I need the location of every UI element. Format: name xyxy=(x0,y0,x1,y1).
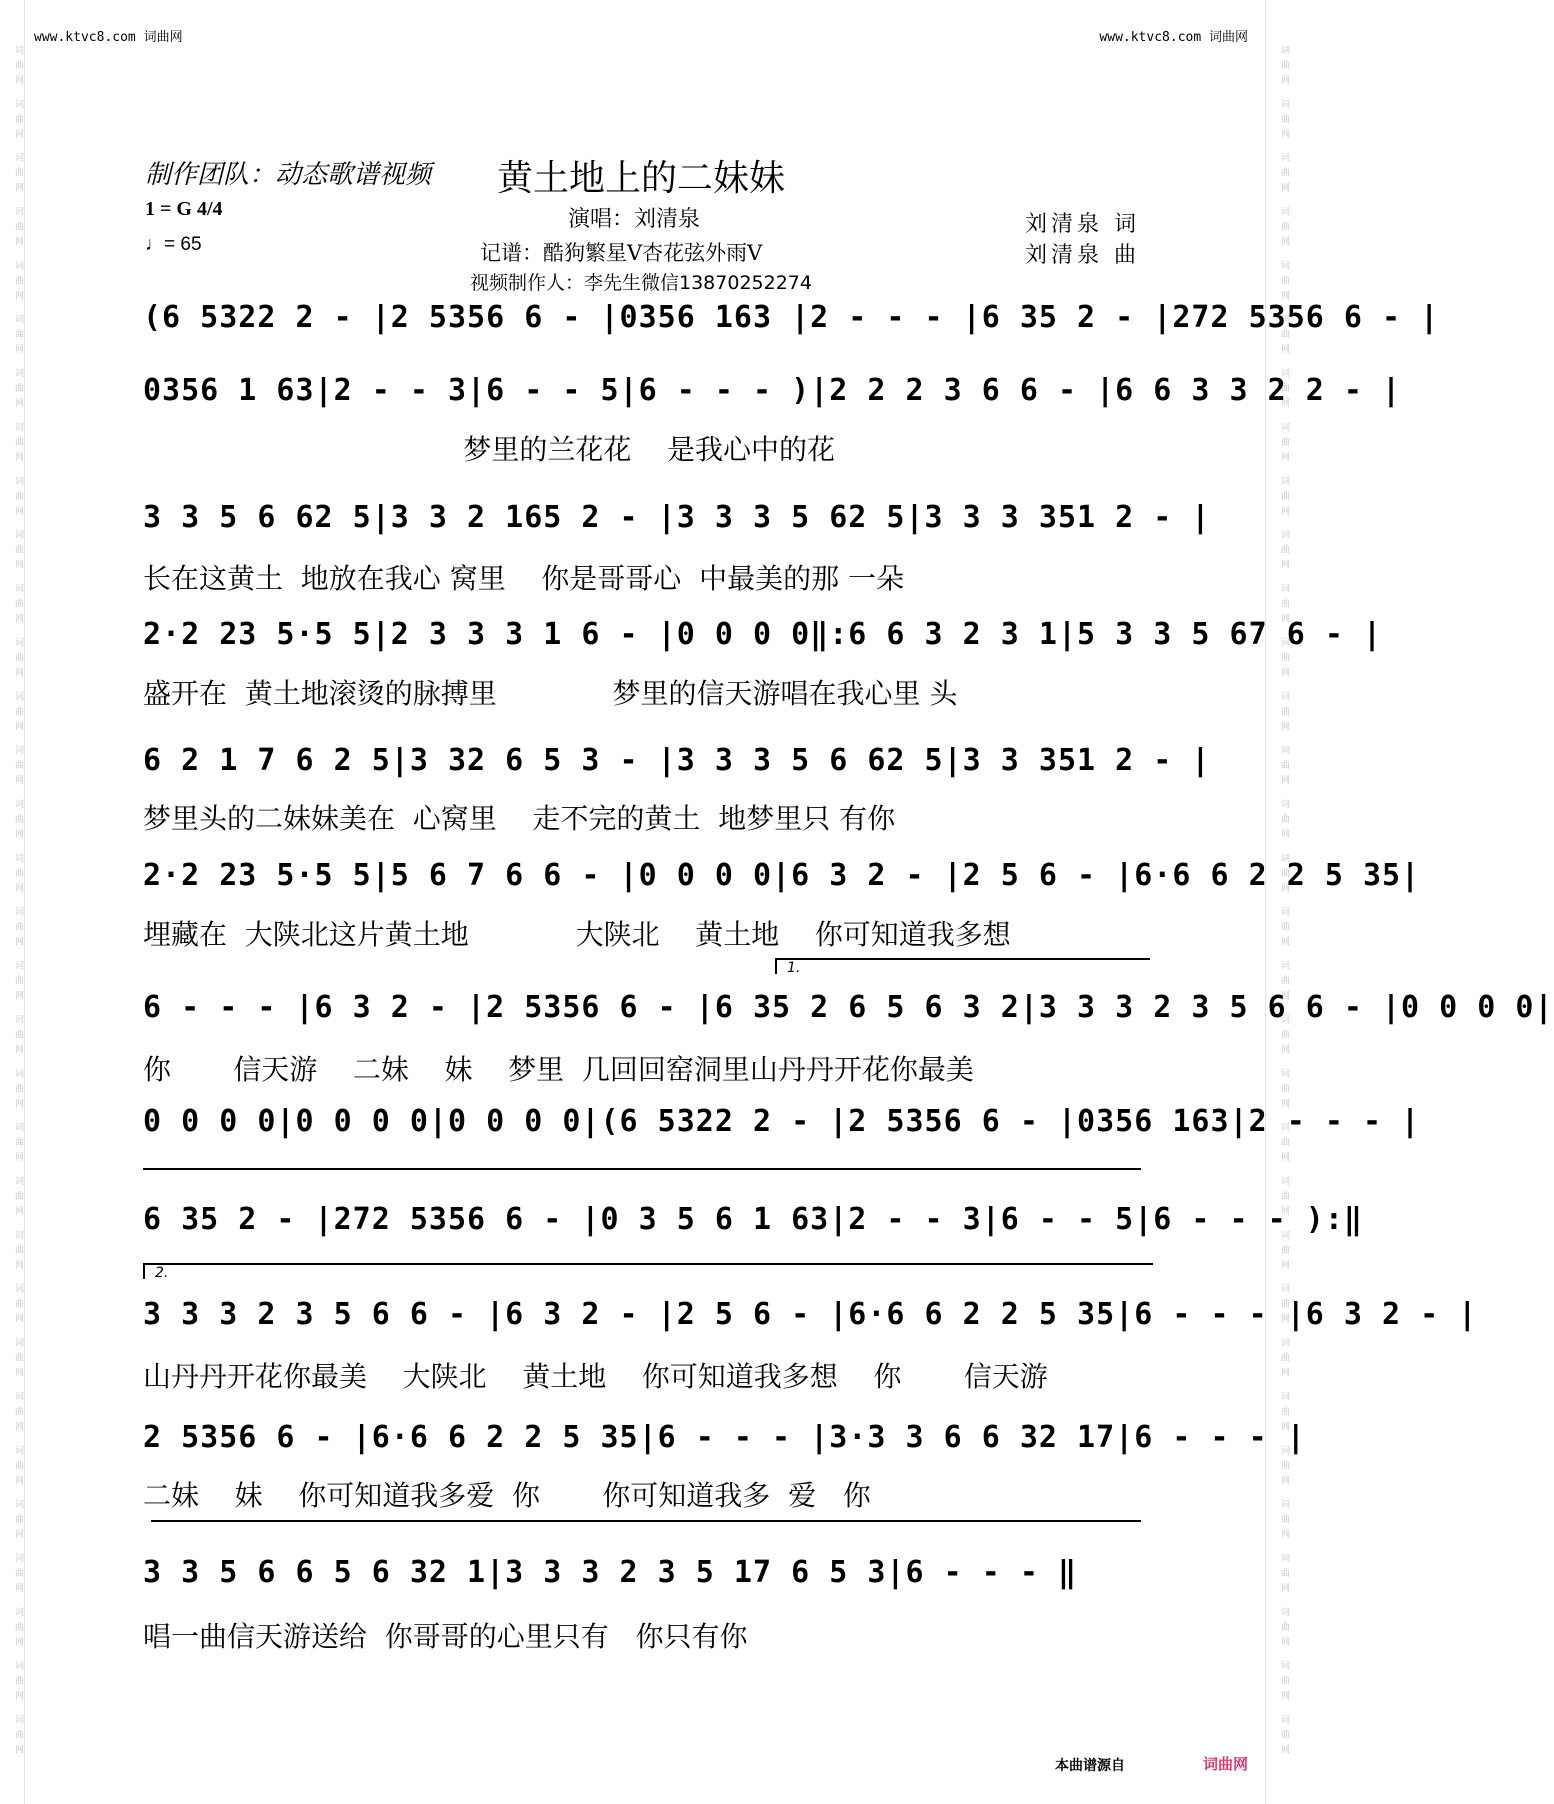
notation-line: 2·2 23 5·5 5|2 3 3 3 1 6 - |0 0 0 0‖:6 6 3 2 3 1|5 3 3 5 67 6 - | xyxy=(143,617,1382,652)
notation-line: (6 5322 2 - |2 5356 6 - |0356 163 |2 - - - |6 35 2 - |272 5356 6 - | xyxy=(143,300,1440,335)
singer-credit: 演唱：刘清泉 xyxy=(568,207,701,232)
notation-line: 0356 1 63|2 - - 3|6 - - 5|6 - - - )|2 2 2 3 6 6 - |6 6 3 3 2 2 - | xyxy=(143,373,1402,408)
corner-watermark-right: www.ktvc8.com 词曲网 xyxy=(1099,30,1248,45)
source-logo: 词曲网 xyxy=(1203,1755,1249,1773)
lyricist-credit: 刘清泉 词 xyxy=(1025,212,1140,237)
notation-line: 0 0 0 0|0 0 0 0|0 0 0 0|(6 5322 2 - |2 5356 6 - |0356 163|2 - - - | xyxy=(143,1104,1421,1139)
notation-credit: 记谱：酷狗繁星V杏花弦外雨V xyxy=(480,241,763,265)
notation-line: 3 3 3 2 3 5 6 6 - |6 3 2 - |2 5 6 - |6·6 6 2 2 5 35|6 - - - |6 3 2 - | xyxy=(143,1297,1478,1332)
notation-line: 6 35 2 - |272 5356 6 - |0 3 5 6 1 63|2 - - 3|6 - - 5|6 - - - ):‖ xyxy=(143,1202,1363,1237)
lyric-line: 唱一曲信天游送给 你哥哥的心里只有 你只有你 xyxy=(143,1620,748,1653)
notation-line: 6 - - - |6 3 2 - |2 5356 6 - |6 35 2 6 5 6 3 2|3 3 3 2 3 5 6 6 - |0 0 0 0| xyxy=(143,990,1554,1025)
lyric-line: 梦里头的二妹妹美在 心窝里 走不完的黄土 地梦里只 有你 xyxy=(143,802,896,835)
lyric-line: 山丹丹开花你最美 大陕北 黄土地 你可知道我多想 你 信天游 xyxy=(143,1360,1048,1393)
lyric-line: 埋藏在 大陕北这片黄土地 大陕北 黄土地 你可知道我多想 xyxy=(143,918,1011,951)
notation-line: 3 3 5 6 62 5|3 3 2 165 2 - |3 3 3 5 62 5|3 3 3 351 2 - | xyxy=(143,500,1211,535)
video-maker-credit: 视频制作人：李先生微信13870252274 xyxy=(470,272,812,294)
song-title: 黄土地上的二妹妹 xyxy=(497,158,786,199)
lyric-line: 二妹 妹 你可知道我多爱 你 你可知道我多 爱 你 xyxy=(143,1479,871,1512)
notation-line: 6 2 1 7 6 2 5|3 32 6 5 3 - |3 3 3 5 6 62 5|3 3 351 2 - | xyxy=(143,743,1211,778)
volta-bracket-1: 1. xyxy=(775,958,1150,974)
right-edge-watermark: 词曲网 词曲网 词曲网 词曲网 词曲网 词曲网 词曲网 词曲网 词曲网 词曲网 词曲网 词曲网 词曲网 词曲网 词曲网 词曲网 词曲网 词曲网 词曲网 词曲网 词曲网 词曲网 词曲网 词曲网 词曲网 词曲网 词曲网 词曲网 词曲网 词曲网 词曲网 词曲网 xyxy=(1265,0,1290,1804)
production-team: 制作团队：动态歌谱视频 xyxy=(145,160,432,190)
composer-credit: 刘清泉 曲 xyxy=(1025,243,1140,268)
corner-watermark-left: www.ktvc8.com 词曲网 xyxy=(34,30,183,45)
volta-line xyxy=(143,1168,1141,1170)
notation-line: 2 5356 6 - |6·6 6 2 2 5 35|6 - - - |3·3 3 6 6 32 17|6 - - - | xyxy=(143,1420,1306,1455)
notation-line: 2·2 23 5·5 5|5 6 7 6 6 - |0 0 0 0|6 3 2 - |2 5 6 - |6·6 6 2 2 5 35| xyxy=(143,858,1421,893)
lyric-line: 长在这黄土 地放在我心 窝里 你是哥哥心 中最美的那 一朵 xyxy=(143,562,905,595)
closing-bracket-line xyxy=(151,1520,1141,1522)
key-signature: 1 = G 4/4 xyxy=(145,198,223,220)
lyric-line: 梦里的兰花花 是我心中的花 xyxy=(143,433,836,466)
volta-bracket-2: 2. xyxy=(143,1263,1153,1279)
source-note: 本曲谱源自 xyxy=(1055,1758,1125,1774)
tempo-marking: ♩= 65 xyxy=(145,234,202,255)
lyric-line: 盛开在 黄土地滚烫的脉搏里 梦里的信天游唱在我心里 头 xyxy=(143,677,958,710)
left-edge-watermark: 词曲网 词曲网 词曲网 词曲网 词曲网 词曲网 词曲网 词曲网 词曲网 词曲网 词曲网 词曲网 词曲网 词曲网 词曲网 词曲网 词曲网 词曲网 词曲网 词曲网 词曲网 词曲网 词曲网 词曲网 词曲网 词曲网 词曲网 词曲网 词曲网 词曲网 词曲网 词曲网 xyxy=(0,0,25,1804)
notation-line: 3 3 5 6 6 5 6 32 1|3 3 3 2 3 5 17 6 5 3|6 - - - ‖ xyxy=(143,1555,1078,1590)
lyric-line: 你 信天游 二妹 妹 梦里 几回回窑洞里山丹丹开花你最美 xyxy=(143,1053,974,1086)
